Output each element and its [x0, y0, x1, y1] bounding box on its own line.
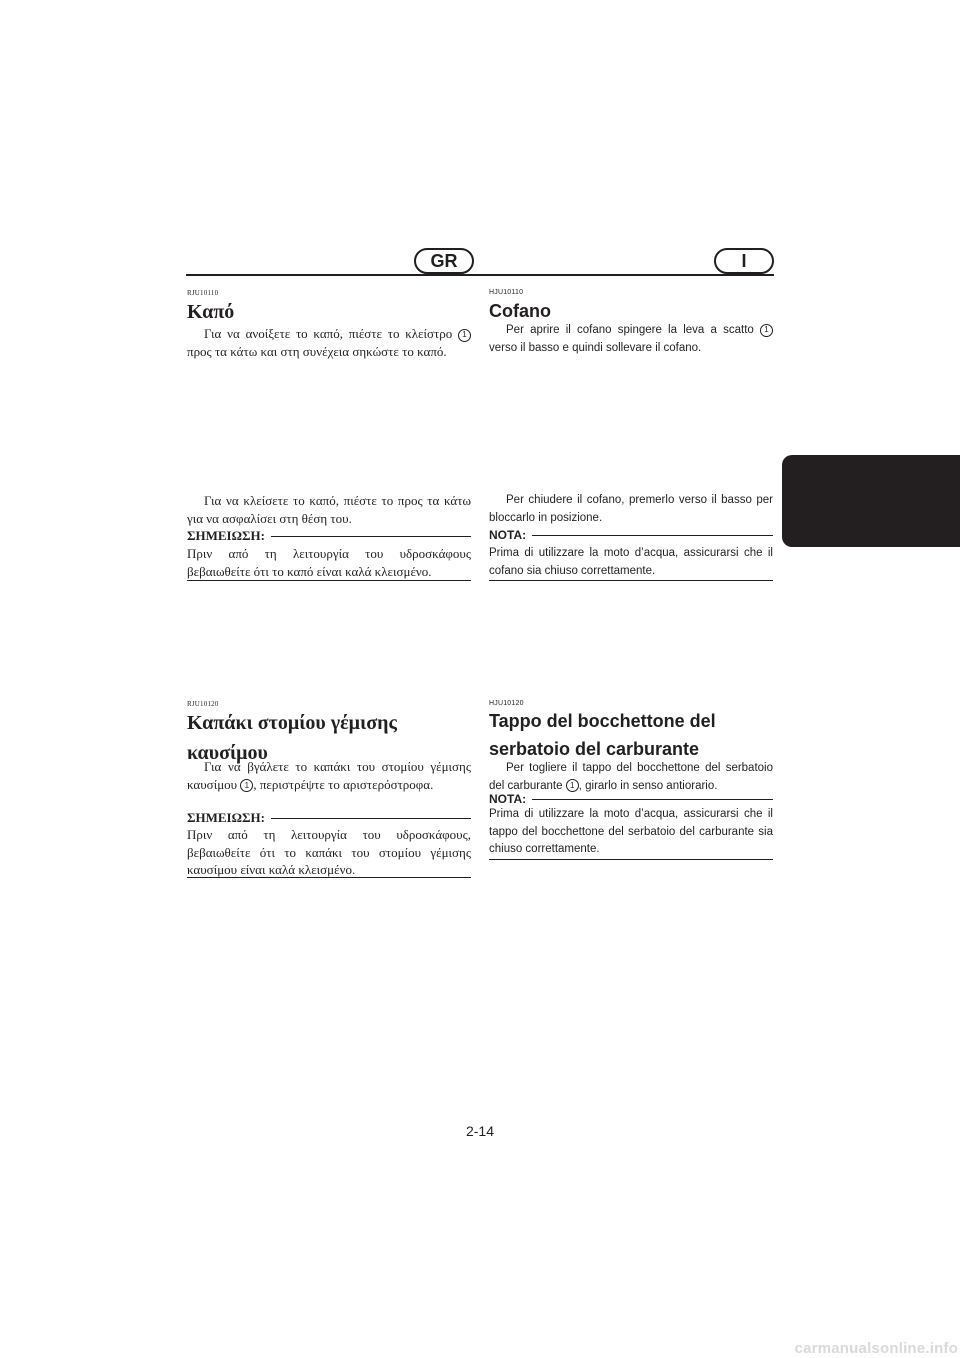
section-code: HJU10110	[489, 289, 524, 296]
note-text: Prima di utilizzare la moto d’acqua, assicurarsi che il tappo del bocchettone del serbatoio del carburante sia chiuso correttamente.	[489, 808, 773, 855]
chapter-tab-extension	[810, 455, 960, 547]
callout-marker: 1	[458, 329, 471, 342]
note-heading	[489, 528, 773, 542]
header-rule	[186, 274, 774, 276]
note-rule	[532, 799, 773, 800]
note-heading	[489, 792, 773, 806]
language-badge-gr: GR	[414, 248, 474, 274]
callout-marker: 1	[760, 324, 773, 337]
note-heading	[187, 528, 471, 544]
section-title: Cofano	[489, 301, 551, 321]
note-rule	[271, 536, 471, 537]
section-title	[489, 707, 773, 763]
paragraph	[489, 322, 773, 357]
paragraph-text: Για να βγάλετε το καπάκι του στομίου γέμισης καυσίμου	[187, 759, 471, 792]
section-code: HJU10120	[489, 700, 524, 707]
paragraph-text: Για να ανοίξετε το καπό, πιέστε το κλείστρο	[204, 326, 453, 341]
note-rule	[532, 535, 773, 536]
callout-marker: 1	[566, 779, 579, 792]
note-rule	[271, 818, 471, 819]
section-code: RJU10120	[187, 700, 219, 708]
section-title-line: καυσίμου	[187, 742, 268, 764]
note-label: ΣΗΜΕΙΩΣΗ:	[187, 810, 265, 825]
paragraph	[187, 758, 471, 793]
note-heading	[187, 810, 471, 826]
paragraph-text: , girarlo in senso antiorario.	[578, 779, 718, 792]
note-text: Πριν από τη λειτουργία του υδροσκάφους, βεβαιωθείτε ότι το καπάκι του στομίου γέμισης καυσίμου είναι καλά κλεισμένο.	[187, 827, 471, 877]
note-label: ΣΗΜΕΙΩΣΗ:	[187, 528, 265, 543]
paragraph-text: Per aprire il cofano spingere la leva a scatto	[506, 324, 754, 336]
section-title: Καπό	[187, 301, 235, 323]
language-badge-i: I	[714, 248, 774, 274]
paragraph: Per chiudere il cofano, premerlo verso il basso per bloccarlo in posizione.	[489, 494, 773, 524]
paragraph: Για να κλείσετε το καπό, πιέστε το προς τα κάτω για να ασφαλίσει στη θέση του.	[187, 493, 471, 526]
page-number: 2-14	[465, 1123, 495, 1139]
paragraph-text: προς τα κάτω και στη συνέχεια σηκώστε το καπό.	[187, 343, 447, 359]
section-title-line: Καπάκι στομίου γέμισης	[187, 712, 397, 734]
note-end-rule	[187, 877, 471, 878]
section-code: RJU10110	[187, 289, 219, 297]
paragraph	[187, 325, 471, 360]
note-label: NOTA:	[489, 528, 527, 542]
note-end-rule	[187, 580, 471, 581]
paragraph	[489, 760, 773, 795]
section-title-line: Tappo del bocchettone del	[489, 711, 716, 731]
note-end-rule	[489, 859, 773, 860]
callout-marker: 1	[240, 779, 253, 792]
note-end-rule	[489, 580, 773, 581]
paragraph-text: Per togliere il tappo del bocchettone del serbatoio del carburante	[489, 762, 773, 792]
paragraph-text: , περιστρέψτε το αριστερόστροφα.	[253, 776, 434, 792]
note-text: Prima di utilizzare la moto d’acqua, assicurarsi che il cofano sia chiuso correttamente.	[489, 547, 773, 577]
watermark: carmanualsonline.info	[794, 1340, 958, 1357]
note-text: Πριν από τη λειτουργία του υδροσκάφους βεβαιωθείτε ότι το καπό είναι καλά κλεισμένο.	[187, 546, 471, 579]
section-title-line: serbatoio del carburante	[489, 739, 700, 759]
note-label: NOTA:	[489, 792, 527, 806]
paragraph-text: verso il basso e quindi sollevare il cofano.	[489, 341, 702, 354]
